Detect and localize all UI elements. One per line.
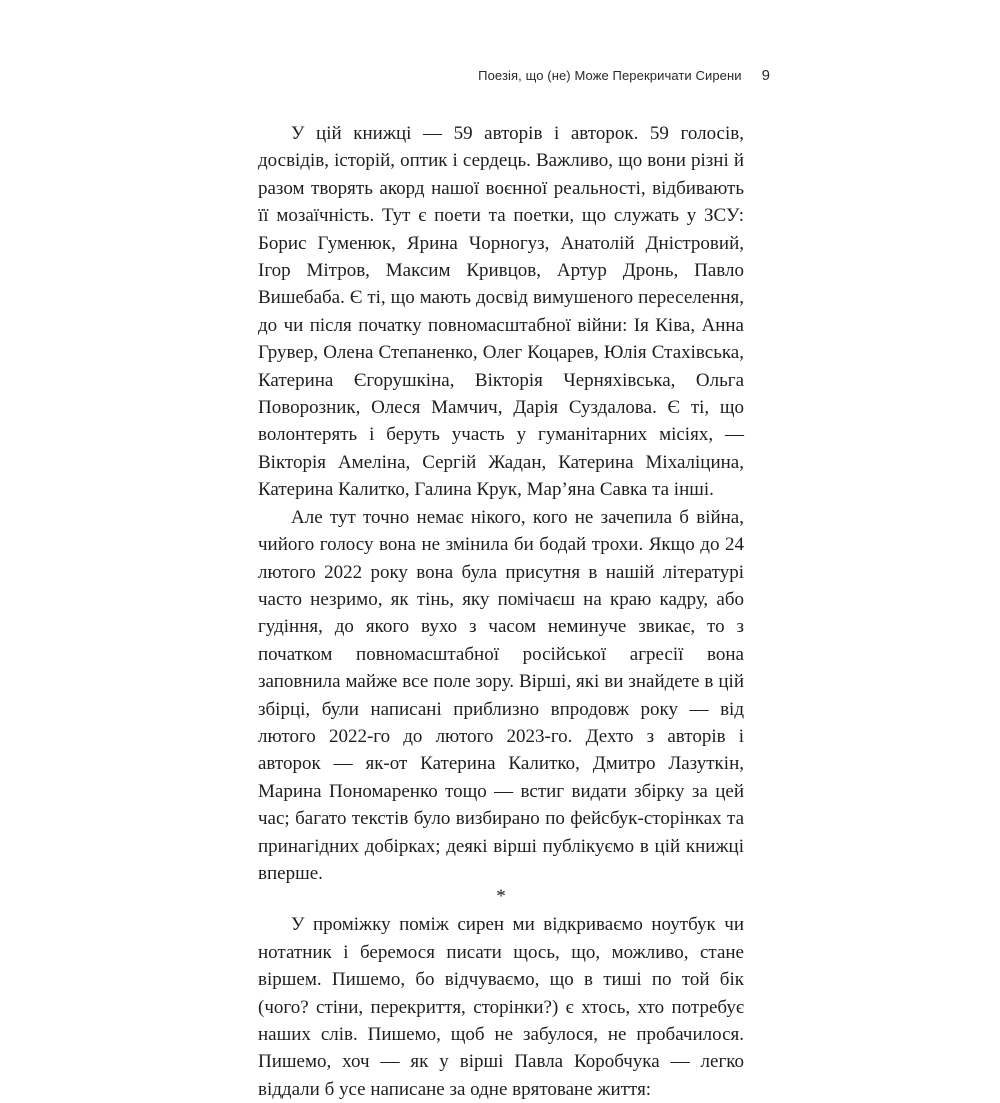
section-break: * — [496, 886, 506, 908]
running-header — [430, 64, 770, 86]
body-text — [258, 116, 744, 1103]
running-title: Поезія, що (не) Може Перекричати Сирени — [478, 67, 742, 83]
page-number: 9 — [761, 66, 770, 84]
paragraph: У цій книжці — 59 авторів і авторок. 59 голосів, досвідів, історій, оптик і сердець. Важливо, що вони різні й разом творять акорд нашої воєнної реальності, відбивають її мозаїчність. Тут є поети та поетки, що служать у ЗСУ: Борис Гуменюк, Ярина Чорногуз, Анатолій Дністровий, Ігор Мітров, Максим Кривцов, Артур Дронь, Павло Вишебаба. Є ті, що мають досвід вимушеного переселення, до чи після початку повномасштабної війни: Ія Ківа, Анна Грувер, Олена Степаненко, Олег Коцарев, Юлія Стахівська, Катерина Єгорушкіна, Вікторія Черняхівська, Ольга Поворозник, Олеся Мамчич, Дарія Суздалова. Є ті, що волонтерять і беруть участь у гуманітарних місіях, — Вікторія Амеліна, Сергій Жадан, Катерина Міхаліцина, Катерина Калитко, Галина Крук, Мар’яна Савка та інші. — [258, 123, 744, 501]
paragraph: Але тут точно немає нікого, кого не зачепила б війна, чийого голосу вона не змінила би бодай трохи. Якщо до 24 лютого 2022 року вона була присутня в нашій літературі часто незримо, як тінь, яку помічаєш на краю кадру, або гудіння, до якого вухо з часом неминуче звикає, то з початком повномасштабної російської агресії вона заповнила майже все поле зору. Вірші, які ви знайдете в цій збірці, були написані приблизно впродовж року — від лютого 2022-го до лютого 2023-го. Дехто з авторів і авторок — як-от Катерина Калитко, Дмитро Лазуткін, Марина Пономаренко тощо — встиг видати збірку за цей час; багато текстів було визбирано по фейсбук-сторінках та принагідних добірках; деякі вірші публікуємо в цій книжці вперше. — [258, 506, 744, 884]
paragraph: У проміжку поміж сирен ми відкриваємо ноутбук чи нотатник і беремося писати щось, що, можливо, стане віршем. Пишемо, бо відчуваємо, що в тиші по той бік (чого? стіни, перекриття, сторінки?) є хтось, хто потребує наших слів. Пишемо, щоб не забулося, не пробачилося. Пишемо, хоч — як у вірші Павла Коробчука — легко віддали б усе написане за одне врятоване життя: — [258, 914, 744, 1100]
